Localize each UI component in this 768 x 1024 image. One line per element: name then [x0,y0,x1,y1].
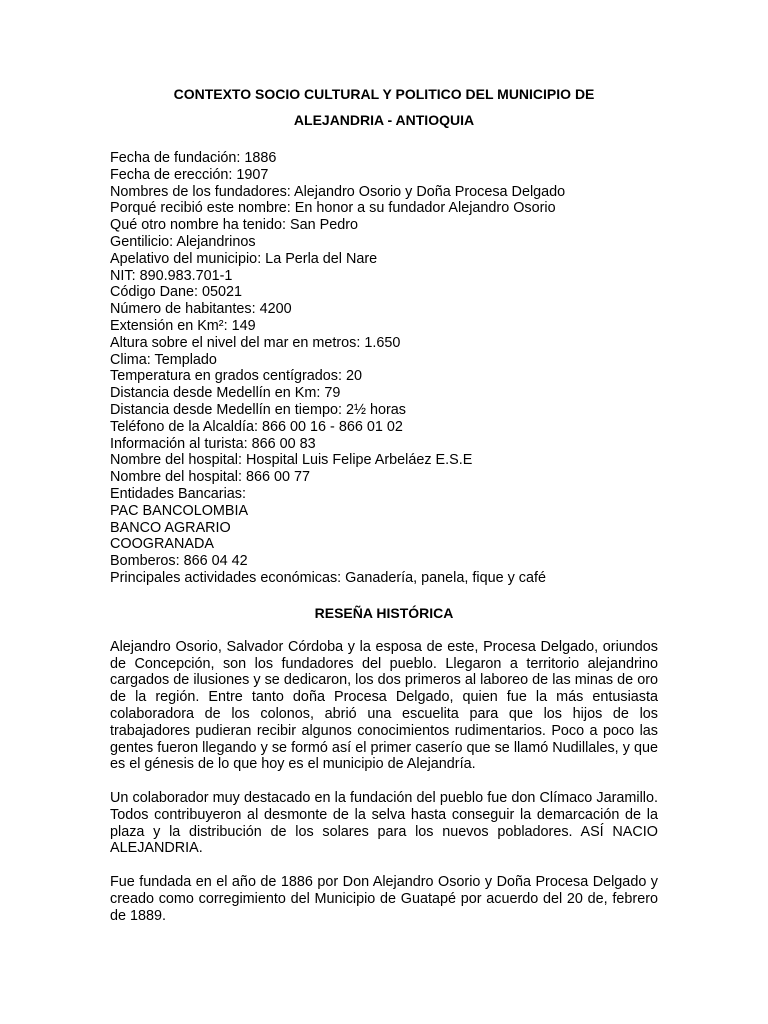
fact-temperature: Temperatura en grados centígrados: 20 [110,368,362,385]
section-heading-history: RESEÑA HISTÓRICA [314,604,454,621]
fact-banks-label: Entidades Bancarias: [110,485,246,502]
fact-distance-km: Distancia desde Medellín en Km: 79 [110,385,341,402]
fact-town-hall-phone: Teléfono de la Alcaldía: 866 00 16 - 866 01 02 [110,418,403,435]
document-title-line-2: ALEJANDRIA - ANTIOQUIA [293,112,475,128]
history-paragraph: Un colaborador muy destacado en la fundación del pueblo fue don Clímaco Jaramillo. Todos contribuyeron al desmonte de la selva hasta conseguir la demarcación de la plaza y la distribución de los solares para los nuevos pobladores. ASÍ NACIO ALEJANDRIA. [110,790,658,857]
fact-population: Número de habitantes: 4200 [110,301,292,318]
fact-founding-date: Fecha de fundación: 1886 [110,150,277,166]
municipality-facts-list [110,150,658,587]
fact-nickname: Apelativo del municipio: La Perla del Nare [110,250,378,267]
fact-hospital-phone: Nombre del hospital: 866 00 77 [110,469,311,486]
fact-bank-item: COOGRANADA [110,536,214,553]
fact-bank-item: PAC BANCOLOMBIA [110,502,249,519]
fact-dane-code: Código Dane: 05021 [110,284,243,301]
fact-economic-activities: Principales actividades económicas: Ganadería, panela, fique y café [110,569,546,586]
fact-erection-date: Fecha de erección: 1907 [110,166,269,183]
fact-altitude: Altura sobre el nivel del mar en metros: 1.650 [110,334,401,351]
document-title-line-1: CONTEXTO SOCIO CULTURAL Y POLITICO DEL MUNICIPIO DE [173,86,595,102]
fact-bank-item: BANCO AGRARIO [110,519,231,536]
document-page [110,84,658,925]
fact-firefighters: Bomberos: 866 04 42 [110,553,248,570]
fact-tourist-info: Información al turista: 866 00 83 [110,435,316,452]
fact-name-origin: Porqué recibió este nombre: En honor a su fundador Alejandro Osorio [110,200,556,217]
fact-nit: NIT: 890.983.701-1 [110,267,233,284]
fact-hospital-name: Nombre del hospital: Hospital Luis Felipe Arbeláez E.S.E [110,452,473,469]
history-paragraph: Alejandro Osorio, Salvador Córdoba y la esposa de este, Procesa Delgado, oriundos de Concepción, son los fundadores del pueblo. Llegaron a territorio alejandrino cargados de ilusiones y se dedicaron, los dos primeros al laboreo de las minas de oro de la región. Entre tanto doña Procesa Delgado, quien fue la más entusiasta colaboradora de los colonos, abrió una escuelita para que los hijos de los trabajadores pudieran recibir algunos conocimientos rudimentarios. Poco a poco las gentes fueron llegando y se formó así el primer caserío que se llamó Nudillales, y que es el génesis de lo que hoy es el municipio de Alejandría. [110,638,658,773]
fact-other-name: Qué otro nombre ha tenido: San Pedro [110,217,358,234]
fact-climate: Clima: Templado [110,351,217,368]
fact-distance-time: Distancia desde Medellín en tiempo: 2½ horas [110,401,406,418]
history-paragraph: Fue fundada en el año de 1886 por Don Alejandro Osorio y Doña Procesa Delgado y creado como corregimiento del Municipio de Guatapé por acuerdo del 20 de, febrero de 1889. [110,874,658,924]
fact-area: Extensión en Km²: 149 [110,317,256,334]
fact-founders: Nombres de los fundadores: Alejandro Osorio y Doña Procesa Delgado [110,183,566,200]
fact-demonym: Gentilicio: Alejandrinos [110,233,256,250]
